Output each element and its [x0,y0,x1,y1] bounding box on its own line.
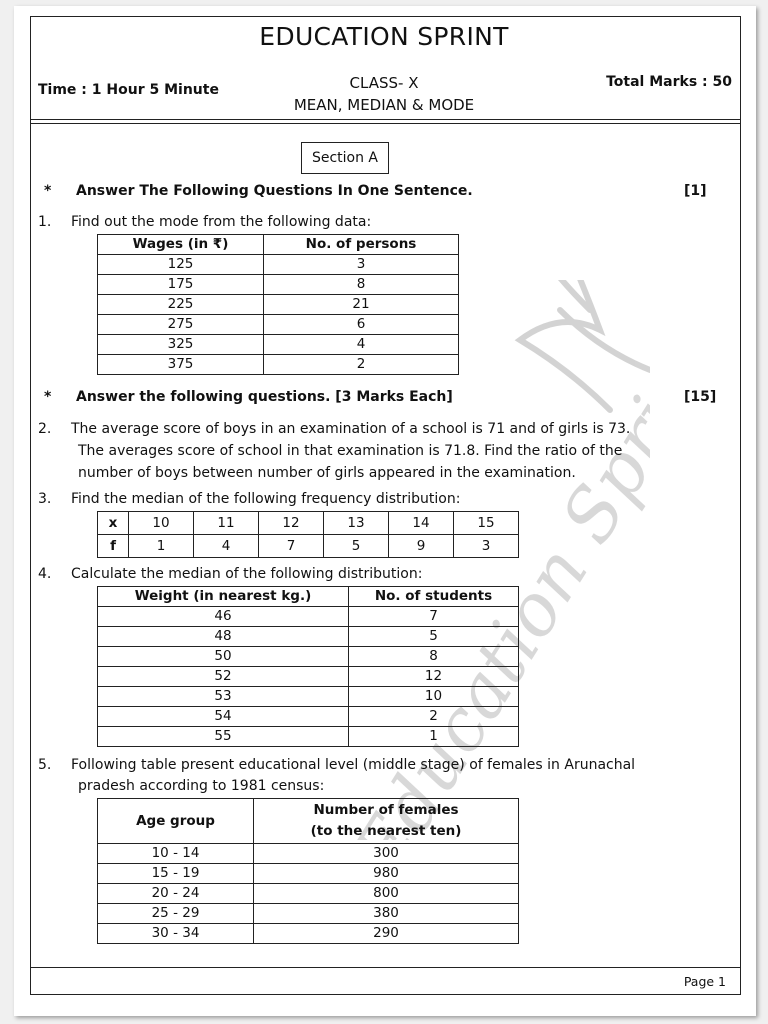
table-row [98,607,519,627]
table-cell: 300 [254,844,519,864]
q1-header-persons: No. of persons [264,235,459,255]
q4-table [97,586,519,747]
table-row [98,707,519,727]
q4-header-weight: Weight (in nearest kg.) [98,587,349,607]
section-a-box: Section A [301,142,389,174]
class-label: CLASS- X [349,74,419,92]
table-cell: 4 [264,335,459,355]
table-row [98,275,459,295]
table-cell: 53 [98,687,349,707]
table-row [98,315,459,335]
table-row [98,727,519,747]
table-row [98,687,519,707]
table-cell: 380 [254,904,519,924]
table-row [98,844,519,864]
table-cell: 10 [129,512,194,535]
table-row [98,355,459,375]
table-cell: 175 [98,275,264,295]
q3-table [97,511,519,558]
q2-number: 2. [38,421,52,437]
table-cell: 225 [98,295,264,315]
q1-header-wages: Wages (in ₹) [98,235,264,255]
part1-marks: [1] [684,183,707,199]
q2-line3: number of boys between number of girls appeared in the examination. [78,465,576,481]
q5-number: 5. [38,757,52,773]
q4-header-students: No. of students [349,587,519,607]
q5-table [97,798,519,944]
table-cell: 10 [349,687,519,707]
table-cell: 2 [349,707,519,727]
q5-line1: Following table present educational level (middle stage) of females in Arunachal [71,757,636,773]
table-cell: 4 [194,535,259,558]
table-cell: 30 - 34 [98,924,254,944]
q1-text: Find out the mode from the following data: [71,214,372,230]
table-cell: 980 [254,864,519,884]
table-cell: 800 [254,884,519,904]
table-cell: 325 [98,335,264,355]
table-cell: 125 [98,255,264,275]
page-title: EDUCATION SPRINT [259,22,509,51]
table-row [98,884,519,904]
table-cell: 54 [98,707,349,727]
part2-instruction: Answer the following questions. [3 Marks Each] [76,389,453,405]
table-row [98,512,519,535]
table-cell: 15 [454,512,519,535]
table-cell: 1 [129,535,194,558]
table-cell: 50 [98,647,349,667]
q1-number: 1. [38,214,52,230]
part1-bullet: * [44,183,52,199]
table-cell: 55 [98,727,349,747]
table-cell: 46 [98,607,349,627]
table-cell: 14 [389,512,454,535]
table-row [98,535,519,558]
q4-number: 4. [38,566,52,582]
table-row [98,647,519,667]
part2-marks: [15] [684,389,717,405]
q5-header-females-line2: (to the nearest ten) [310,823,462,839]
q2-line1: The average score of boys in an examination of a school is 71 and of girls is 73. [71,421,631,437]
table-cell: 9 [389,535,454,558]
table-row [98,335,459,355]
table-cell: 3 [454,535,519,558]
q5-line2: pradesh according to 1981 census: [78,778,325,794]
table-cell: 12 [259,512,324,535]
table-cell: 48 [98,627,349,647]
q3-x-label: x [98,512,129,535]
page-number: Page 1 [683,974,726,989]
table-row [98,627,519,647]
footer-divider [31,967,740,968]
total-marks: Total Marks : 50 [606,74,732,90]
q4-text: Calculate the median of the following distribution: [71,566,423,582]
header-divider-2 [31,123,740,124]
part2-bullet: * [44,389,52,405]
subject-label: MEAN, MEDIAN & MODE [293,96,475,114]
table-cell: 5 [324,535,389,558]
table-cell: 13 [324,512,389,535]
part1-instruction: Answer The Following Questions In One Sentence. [76,183,473,199]
table-cell: 10 - 14 [98,844,254,864]
table-cell: 8 [349,647,519,667]
table-cell: 25 - 29 [98,904,254,924]
time-label: Time : 1 Hour 5 Minute [38,82,219,98]
table-cell: 375 [98,355,264,375]
table-row [98,255,459,275]
q5-header-females-line1: Number of females [313,802,459,818]
q5-header-age: Age group [98,799,254,844]
table-cell: 52 [98,667,349,687]
table-row [98,904,519,924]
table-cell: 21 [264,295,459,315]
q2-line2: The averages score of school in that examination is 71.8. Find the ratio of the [78,443,623,459]
q1-table [97,234,459,375]
table-cell: 6 [264,315,459,335]
table-cell: 7 [349,607,519,627]
table-cell: 3 [264,255,459,275]
table-cell: 15 - 19 [98,864,254,884]
table-cell: 8 [264,275,459,295]
table-cell: 20 - 24 [98,884,254,904]
q5-header-females [254,799,519,844]
table-row [98,924,519,944]
table-cell: 12 [349,667,519,687]
table-row [98,295,459,315]
header-divider-1 [31,119,740,120]
q3-number: 3. [38,491,52,507]
table-row [98,864,519,884]
q3-text: Find the median of the following frequency distribution: [71,491,461,507]
table-cell: 1 [349,727,519,747]
q3-f-label: f [98,535,129,558]
table-cell: 275 [98,315,264,335]
table-cell: 11 [194,512,259,535]
table-cell: 2 [264,355,459,375]
table-row [98,667,519,687]
table-cell: 5 [349,627,519,647]
table-cell: 290 [254,924,519,944]
table-cell: 7 [259,535,324,558]
